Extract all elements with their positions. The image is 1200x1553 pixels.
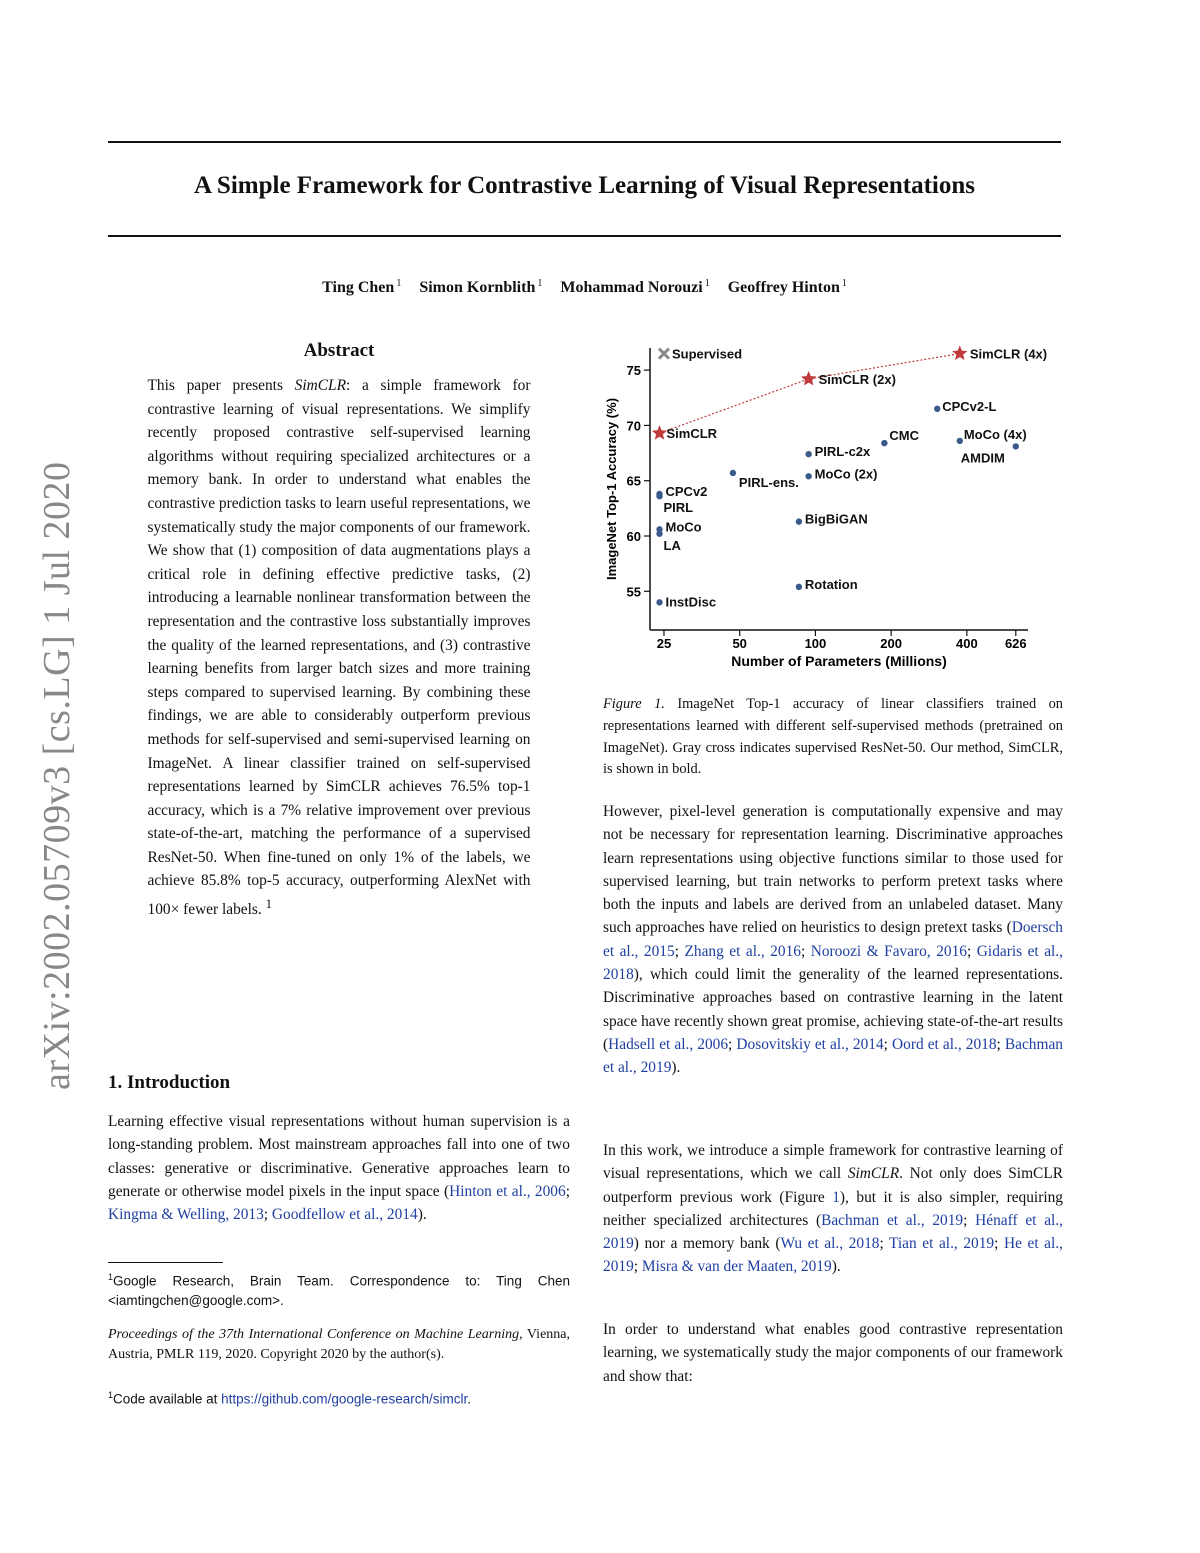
citation-link[interactable]: Oord et al., 2018 xyxy=(892,1035,997,1053)
citation-link[interactable]: Hadsell et al., 2006 xyxy=(608,1035,729,1053)
point-label: Supervised xyxy=(671,346,743,362)
citation-link[interactable]: Tian et al., 2019 xyxy=(889,1235,995,1253)
citation-link[interactable]: Gidaris et al., 2018 xyxy=(603,942,1064,984)
figure-1-scatter-chart xyxy=(598,338,1068,678)
x-tick-label: 200 xyxy=(880,636,902,651)
baseline-point xyxy=(934,406,940,412)
abstract-text: This paper presents SimCLR: a simple framework for contrastive learning of visual representations. We simplify recently proposed contrastive self-supervised learning algorithms without requiring specialized architectures or a memory bank. In order to understand what enables the contrastive prediction tasks to learn useful representations, we systematically study the major components of our framework. We show that (1) composition of data augmentations plays a critical role in defining effective predictive tasks, (2) introducing a learnable nonlinear transformation between the representation and the contrastive loss substantially improves the quality of the learned representations, and (3) contrastive learning benefits from larger batch sizes and more training steps compared to supervised learning. By combining these findings, we are able to considerably outperform previous methods for self-supervised and semi-supervised learning on ImageNet. A linear classifier trained on self-supervised representations learned by SimCLR achieves 76.5% top-1 accuracy, which is a 7% relative improvement over previous state-of-the-art, matching the performance of a supervised ResNet-50. When fine-tuned on only 1% of the labels, we achieve 85.8% top-5 accuracy, outperforming AlexNet with 100× fewer labels. $^1$ xyxy=(147,377,531,919)
x-tick-label: 25 xyxy=(656,636,672,651)
baseline-point xyxy=(656,531,662,537)
figure-reference-link[interactable]: 1 xyxy=(832,1188,840,1206)
point-label: BigBiGAN xyxy=(804,511,868,527)
code-link[interactable]: https://github.com/google-research/simclr xyxy=(221,1391,468,1407)
abstract-heading: Abstract xyxy=(303,340,375,361)
abstract-section xyxy=(108,340,570,922)
author-name: Mohammad Norouzi $^1$ xyxy=(560,278,710,297)
author-list xyxy=(108,278,1061,297)
title-bottom-rule xyxy=(108,235,1061,237)
body-paragraph: However, pixel-level generation is computationally expensive and may not be necessary for representation learning. Discriminative approaches learn representations using objective functions similar to those used for supervised learning, but train networks to perform pretext tasks where both the inputs and labels are derived from an unlabeled dataset. Many such approaches have relied on heuristics to design pretext tasks (Doersch et al., 2015; Zhang et al., 2016; Noroozi & Favaro, 2016; Gidaris et al., 2018), which could limit the generality of the learned representations. Discriminative approaches based on contrastive learning in the latent space have recently shown great promise, achieving state-of-the-art results (Hadsell et al., 2006; Dosovitskiy et al., 2014; Oord et al., 2018; Bachman et al., 2019). xyxy=(603,803,1064,1077)
simclr-star-point xyxy=(952,346,967,361)
citation-link[interactable]: Kingma & Welling, 2013 xyxy=(108,1206,264,1224)
point-label: SimCLR (4x) xyxy=(969,346,1048,362)
proceedings-note: Proceedings of the 37th International Conference on Machine Learning, Vienna, Austria, PMLR 119, 2020. Copyright 2020 by the author(s). xyxy=(108,1327,570,1362)
point-label: PIRL xyxy=(663,500,694,516)
footnote-divider xyxy=(108,1262,223,1263)
citation-link[interactable]: Misra & van der Maaten, 2019 xyxy=(641,1258,832,1276)
chart-points xyxy=(652,346,1047,610)
section-heading-introduction: 1. Introduction xyxy=(108,1072,231,1093)
intro-paragraph: Learning effective visual representations without human supervision is a long-standing problem. Most mainstream approaches fall into one of two classes: generative or discriminative. Generative approaches learn to generate or otherwise model pixels in the input space (Hinton et al., 2006; Kingma & Welling, 2013; Goodfellow et al., 2014). xyxy=(108,1113,570,1224)
point-label: SimCLR (2x) xyxy=(818,371,896,387)
citation-link[interactable]: Bachman et al., 2019 xyxy=(821,1211,964,1229)
point-label: InstDisc xyxy=(665,594,717,610)
baseline-point xyxy=(796,518,802,524)
baseline-point xyxy=(656,493,662,499)
point-label: PIRL-c2x xyxy=(814,444,871,460)
baseline-point xyxy=(730,470,736,476)
affiliation-footnote: $^1$Google Research, Brain Team. Correspondence to: Ting Chen <iamtingchen@google.com>. xyxy=(108,1272,570,1308)
simclr-star-point xyxy=(801,371,816,385)
citation-link[interactable]: Bachman et al., 2019 xyxy=(603,1035,1063,1077)
author-name: Simon Kornblith $^1$ xyxy=(419,278,543,297)
y-tick-label: 65 xyxy=(626,473,641,489)
baseline-point xyxy=(796,584,802,590)
body-paragraph: In order to understand what enables good contrastive representation learning, we systematically study the major components of our framework and show that: xyxy=(603,1321,1063,1385)
baseline-point xyxy=(1013,443,1019,449)
point-label: SimCLR xyxy=(666,426,718,442)
citation-link[interactable]: Zhang et al., 2016 xyxy=(684,942,801,960)
point-label: CMC xyxy=(889,428,919,444)
footnote-marker[interactable]: 1 xyxy=(265,897,273,912)
baseline-point xyxy=(957,438,963,444)
paper-title: A Simple Framework for Contrastive Learning of Visual Representations xyxy=(194,172,975,199)
citation-link[interactable]: Wu et al., 2018 xyxy=(780,1235,880,1253)
point-label: LA xyxy=(663,537,681,553)
citation-link[interactable]: Doersch et al., 2015 xyxy=(603,919,1063,960)
point-label: Rotation xyxy=(804,576,858,592)
citation-link[interactable]: Goodfellow et al., 2014 xyxy=(271,1206,418,1224)
y-tick-label: 75 xyxy=(626,363,641,379)
point-label: MoCo (4x) xyxy=(963,426,1027,442)
baseline-point xyxy=(881,440,887,446)
x-tick-label: 50 xyxy=(732,636,747,651)
figure-caption: Figure 1. ImageNet Top-1 accuracy of linear classifiers trained on representations learned with different self-supervised methods (pretrained on ImageNet). Gray cross indicates supervised ResNet-50. Our method, SimCLR, is shown in bold. xyxy=(603,696,1063,778)
chart-svg xyxy=(598,338,1068,678)
x-tick-label: 100 xyxy=(804,636,827,651)
point-label: MoCo xyxy=(665,519,702,535)
point-label: PIRL-ens. xyxy=(738,474,799,490)
y-tick-label: 70 xyxy=(626,418,641,434)
author-name: Ting Chen $^1$ xyxy=(322,278,402,297)
y-tick-label: 60 xyxy=(626,529,641,544)
x-tick-label: 626 xyxy=(1004,636,1027,651)
point-label: MoCo (2x) xyxy=(814,466,878,482)
simclr-star-point xyxy=(652,425,667,439)
body-paragraph: In this work, we introduce a simple framework for contrastive learning of visual representations, which we call SimCLR. Not only does SimCLR outperform previous work (Figure 1), but it is also simpler, requiring neither specialized architectures (Bachman et al., 2019; Hénaff et al., 2019) nor a memory bank (Wu et al., 2018; Tian et al., 2019; He et al., 2019; Misra & van der Maaten, 2019). xyxy=(603,1142,1063,1276)
supervised-cross-point xyxy=(659,349,669,359)
baseline-point xyxy=(805,473,811,479)
arxiv-identifier-stamp: arXiv:2002.05709v3 [cs.LG] 1 Jul 2020 xyxy=(36,461,78,1090)
citation-link[interactable]: Noroozi & Favaro, 2016 xyxy=(810,942,968,960)
trend-polyline xyxy=(660,354,960,434)
y-tick-label: 55 xyxy=(626,584,641,600)
title-top-rule xyxy=(108,141,1061,143)
baseline-point xyxy=(805,451,811,457)
citation-link[interactable]: Dosovitskiy et al., 2014 xyxy=(736,1035,884,1053)
author-name: Geoffrey Hinton $^1$ xyxy=(727,278,847,297)
simclr-trend-line xyxy=(660,354,960,434)
point-label: CPCv2-L xyxy=(942,398,997,414)
citation-link[interactable]: Hénaff et al., 2019 xyxy=(603,1211,1063,1253)
x-tick-label: 400 xyxy=(956,636,978,651)
x-axis-label: Number of Parameters (Millions) xyxy=(731,653,947,669)
citation-link[interactable]: Hinton et al., 2006 xyxy=(449,1182,566,1200)
citation-link[interactable]: He et al., 2019 xyxy=(603,1235,1063,1276)
y-axis-label: ImageNet Top-1 Accuracy (%) xyxy=(604,397,619,581)
code-footnote: $^1$Code available at https://github.com/google-research/simclr. xyxy=(108,1390,471,1407)
point-label: AMDIM xyxy=(960,450,1005,466)
baseline-point xyxy=(656,599,662,605)
point-label: CPCv2 xyxy=(665,483,708,499)
